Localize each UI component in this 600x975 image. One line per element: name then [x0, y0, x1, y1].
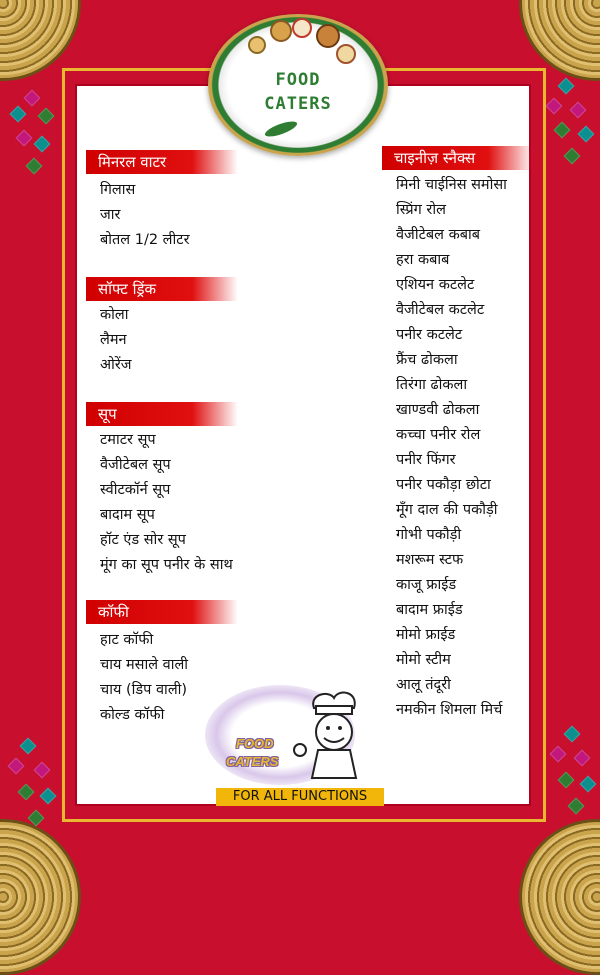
- list-item: बोतल 1/2 लीटर: [100, 232, 190, 248]
- gem-decoration: [574, 750, 591, 767]
- gem-decoration: [26, 158, 43, 175]
- list-item: हरा कबाब: [396, 252, 450, 268]
- gem-decoration: [580, 776, 597, 793]
- list-item: पनीर कटलेट: [396, 327, 463, 343]
- gem-decoration: [578, 126, 595, 143]
- list-item: चाय (डिप वाली): [100, 682, 188, 698]
- section-title-soup: सूप: [86, 402, 238, 426]
- list-item: स्प्रिंग रोल: [396, 202, 446, 218]
- logo-line-1: FOOD: [275, 70, 321, 90]
- list-item: गिलास: [100, 182, 136, 198]
- list-item: वैजीटेबल कबाब: [396, 227, 481, 243]
- list-item: हाट कॉफी: [100, 632, 154, 648]
- list-item: एशियन कटलेट: [396, 277, 475, 293]
- gem-decoration: [40, 788, 57, 805]
- section-title-mineral-water: मिनरल वाटर: [86, 150, 238, 174]
- chef-icon: [284, 686, 384, 786]
- gem-decoration: [564, 148, 581, 165]
- list-item: बादाम सूप: [100, 507, 155, 523]
- list-item: कोला: [100, 307, 129, 323]
- list-item: मिनी चाईनिस समोसा: [396, 177, 507, 193]
- list-item: आलू तंदूरी: [396, 677, 451, 693]
- gem-decoration: [564, 726, 581, 743]
- list-item: फ्रैंच ढोकला: [396, 352, 458, 368]
- gem-decoration: [18, 784, 35, 801]
- cookie-icon: [270, 20, 292, 42]
- gem-decoration: [34, 136, 51, 153]
- gem-decoration: [34, 762, 51, 779]
- cookie-icon: [292, 18, 312, 38]
- leaf-garnish-icon: [263, 118, 298, 139]
- list-item: पनीर पकौड़ा छोटा: [396, 477, 491, 493]
- list-item: स्वीटकॉर्न सूप: [100, 482, 171, 498]
- food-caters-logo-plate: [208, 14, 388, 156]
- gem-decoration: [10, 106, 27, 123]
- gem-decoration: [570, 102, 587, 119]
- list-item: कच्चा पनीर रोल: [396, 427, 481, 443]
- gem-decoration: [558, 772, 575, 789]
- gem-decoration: [38, 108, 55, 125]
- gem-decoration: [546, 98, 563, 115]
- cookie-icon: [316, 24, 340, 48]
- gem-decoration: [16, 130, 33, 147]
- list-item: जार: [100, 207, 121, 223]
- list-item: हॉट एंड सोर सूप: [100, 532, 186, 548]
- cookie-icon: [248, 36, 266, 54]
- list-item: मूँग दाल की पकौड़ी: [396, 502, 498, 518]
- list-item: वैजीटेबल कटलेट: [396, 302, 485, 318]
- section-title-coffee: कॉफी: [86, 600, 238, 624]
- gem-decoration: [20, 738, 37, 755]
- list-item: नमकीन शिमला मिर्च: [396, 702, 503, 718]
- list-item: चाय मसाले वाली: [100, 657, 189, 673]
- list-item: वैजीटेबल सूप: [100, 457, 171, 473]
- gem-decoration: [8, 758, 25, 775]
- list-item: मूंग का सूप पनीर के साथ: [100, 557, 233, 573]
- list-item: काजू फ्राईड: [396, 577, 457, 593]
- list-item: कोल्ड कॉफी: [100, 707, 165, 723]
- list-item: मशरूम स्टफ: [396, 552, 464, 568]
- list-item: तिरंगा ढोकला: [396, 377, 468, 393]
- footer-logo-line-1: FOOD: [236, 736, 274, 751]
- list-item: गोभी पकौड़ी: [396, 527, 462, 543]
- list-item: मोमो फ्राईड: [396, 627, 456, 643]
- corner-ornament-bottom-left: [0, 819, 81, 975]
- logo-line-2: CATERS: [264, 94, 332, 114]
- list-item: पनीर फिंगर: [396, 452, 456, 468]
- gem-decoration: [568, 798, 585, 815]
- list-item: मोमो स्टीम: [396, 652, 451, 668]
- cookie-icon: [336, 44, 356, 64]
- section-title-chinese-snacks: चाइनीज़ स्नैक्स: [382, 146, 534, 170]
- gem-decoration: [550, 746, 567, 763]
- footer-tagline: FOR ALL FUNCTIONS: [216, 788, 384, 806]
- corner-ornament-bottom-right: [519, 819, 600, 975]
- list-item: लैमन: [100, 332, 127, 348]
- gem-decoration: [24, 90, 41, 107]
- section-title-soft-drink: सॉफ्ट ड्रिंक: [86, 277, 238, 301]
- gem-decoration: [554, 122, 571, 139]
- list-item: टमाटर सूप: [100, 432, 156, 448]
- list-item: बादाम फ्राईड: [396, 602, 463, 618]
- list-item: खाण्डवी ढोकला: [396, 402, 480, 418]
- list-item: ओरेंज: [100, 357, 132, 373]
- gem-decoration: [558, 78, 575, 95]
- footer-logo-line-2: CATERS: [226, 754, 279, 769]
